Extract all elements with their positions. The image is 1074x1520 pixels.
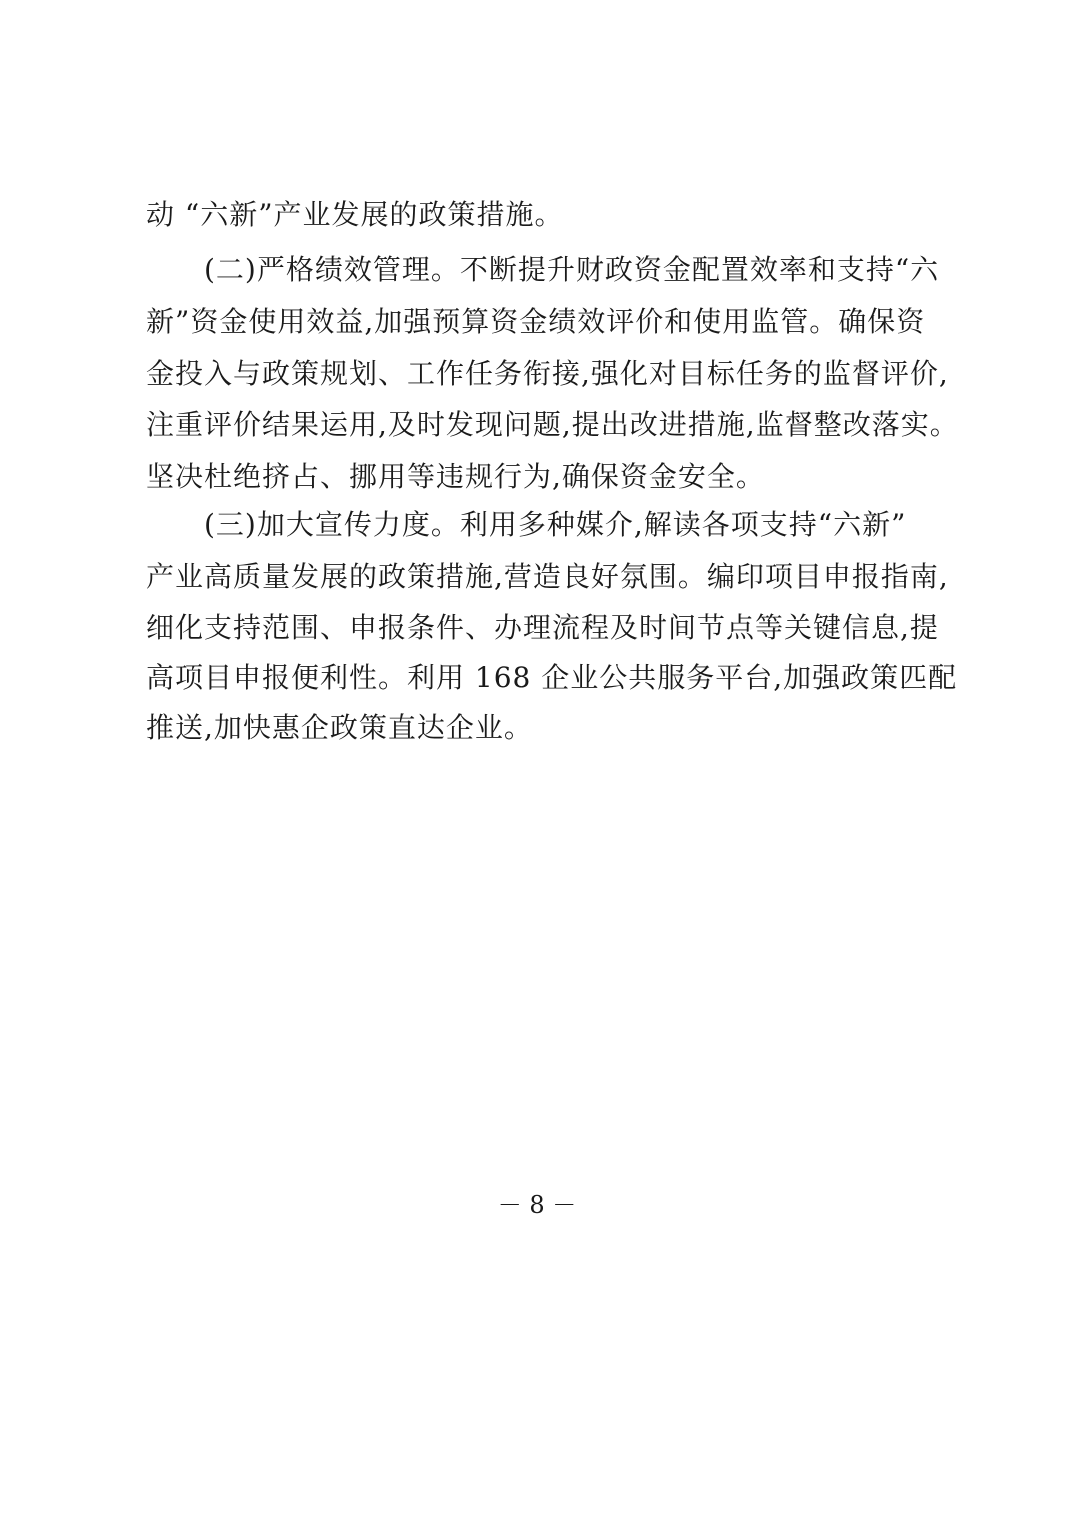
- text-line-10: 高项目申报便利性。利用 168 企业公共服务平台,加强政策匹配: [146, 661, 958, 694]
- text-line-6: 坚决杜绝挤占、挪用等违规行为,确保资金安全。: [146, 460, 765, 493]
- text-line-8: 产业高质量发展的政策措施,营造良好氛围。编印项目申报指南,: [146, 560, 949, 593]
- text-line-1: 动 “六新”产业发展的政策措施。: [146, 198, 564, 231]
- text-line-7: (三)加大宣传力度。利用多种媒介,解读各项支持“六新”: [146, 508, 907, 541]
- page-number: － 8 －: [497, 1191, 577, 1219]
- text-line-2: (二)严格绩效管理。不断提升财政资金配置效率和支持“六: [146, 253, 940, 286]
- text-line-5: 注重评价结果运用,及时发现问题,提出改进措施,监督整改落实。: [146, 408, 959, 441]
- text-line-3: 新”资金使用效益,加强预算资金绩效评价和使用监管。确保资: [146, 305, 926, 338]
- text-line-9: 细化支持范围、申报条件、办理流程及时间节点等关键信息,提: [146, 611, 939, 644]
- text-line-11: 推送,加快惠企政策直达企业。: [146, 711, 533, 744]
- text-line-4: 金投入与政策规划、工作任务衔接,强化对目标任务的监督评价,: [146, 357, 949, 390]
